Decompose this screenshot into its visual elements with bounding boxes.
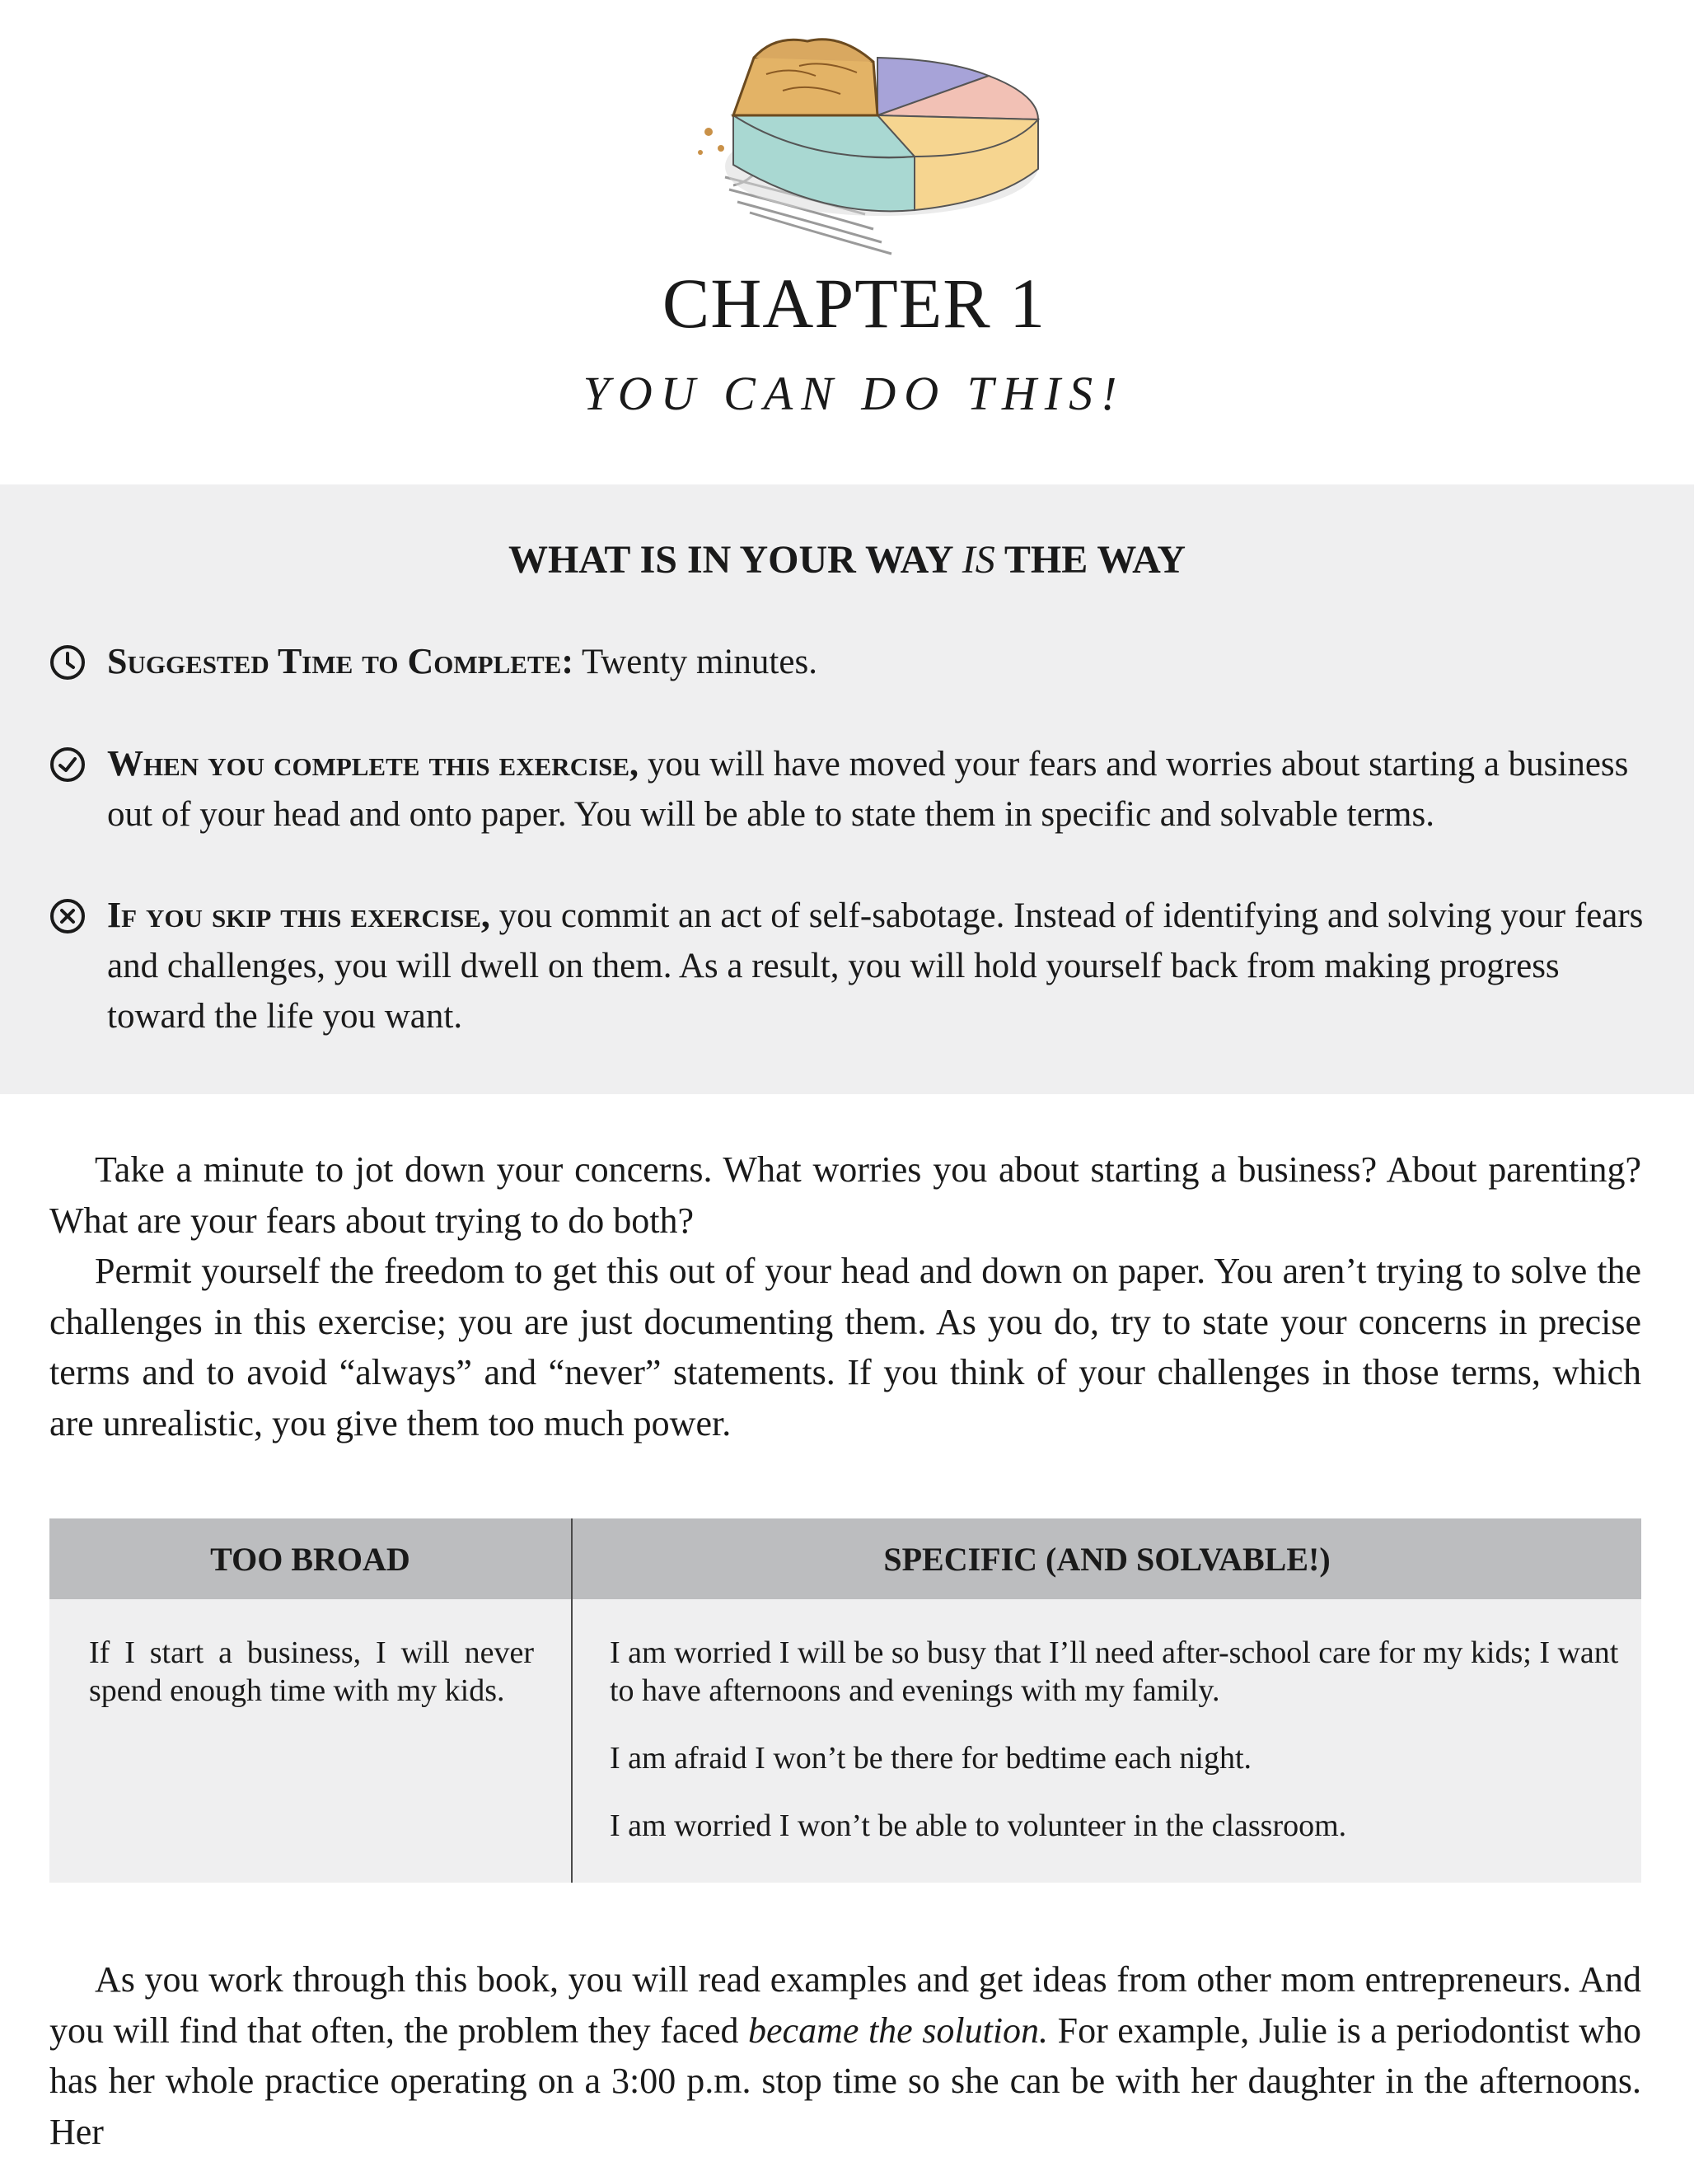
paragraph: Take a minute to jot down your concerns. What worries you about starting a business? About parenting? What are your fears about trying to do both? [49, 1149, 1641, 1241]
concerns-table [49, 1518, 1641, 1883]
specific-concern: I am worried I will be so busy that I’ll need after-school care for my kids; I want to have afternoons and evenings with my family. [610, 1635, 1619, 1708]
header-specific: SPECIFIC (AND SOLVABLE!) [573, 1518, 1641, 1599]
paragraph: Permit yourself the freedom to get this out of your head and down on paper. You aren’t trying to solve the challenges in this exercise; you are just documenting them. As you do, try to state your concerns in precise terms and to avoid “always” and “never” statements. If you think of your challenges in those terms, which are unrealistic, you give them too much power. [49, 1251, 1641, 1443]
skip-consequence: If you skip this exercise, you commit an act of self-sabotage. Instead of identifying and solving your fears and challenges, you will dwell on them. As a result, you will hold yourself back from making progress toward the life you want. [107, 895, 1644, 1036]
specific-concern: I am worried I won’t be able to volunteer in the classroom. [610, 1808, 1347, 1843]
pie-chart-illustration [676, 25, 1055, 255]
specific-concern: I am afraid I won’t be there for bedtime each night. [610, 1741, 1252, 1776]
clock-icon [48, 643, 87, 682]
suggested-time: Suggested Time to Complete: Twenty minutes. [107, 641, 817, 681]
header-too-broad: TOO BROAD [49, 1518, 571, 1599]
broad-concern: If I start a business, I will never spend enough time with my kids. [89, 1635, 534, 1708]
check-circle-icon [48, 745, 87, 784]
x-circle-icon [48, 896, 87, 936]
intro-paragraphs [49, 1144, 1641, 1448]
paragraph: As you work through this book, you will read examples and get ideas from other mom entrepreneurs. And you will find that often, the problem they faced became the solution. For example, Julie is a periodontist who has her whole practice operating on a 3:00 p.m. stop time so she can be with her daughter in the afternoons. Her [49, 1959, 1641, 2152]
chapter-number: CHAPTER 1 [662, 264, 1046, 343]
completion-benefit: When you complete this exercise, you will have moved your fears and worries about starting a business out of your head and onto paper. You will be able to state them in specific and solvable terms. [107, 743, 1629, 834]
chapter-subtitle: YOU CAN DO THIS! [583, 367, 1125, 420]
closing-paragraph [49, 1954, 1641, 2157]
exercise-title: WHAT IS IN YOUR WAY IS THE WAY [508, 538, 1186, 582]
column-divider [571, 1518, 573, 1883]
